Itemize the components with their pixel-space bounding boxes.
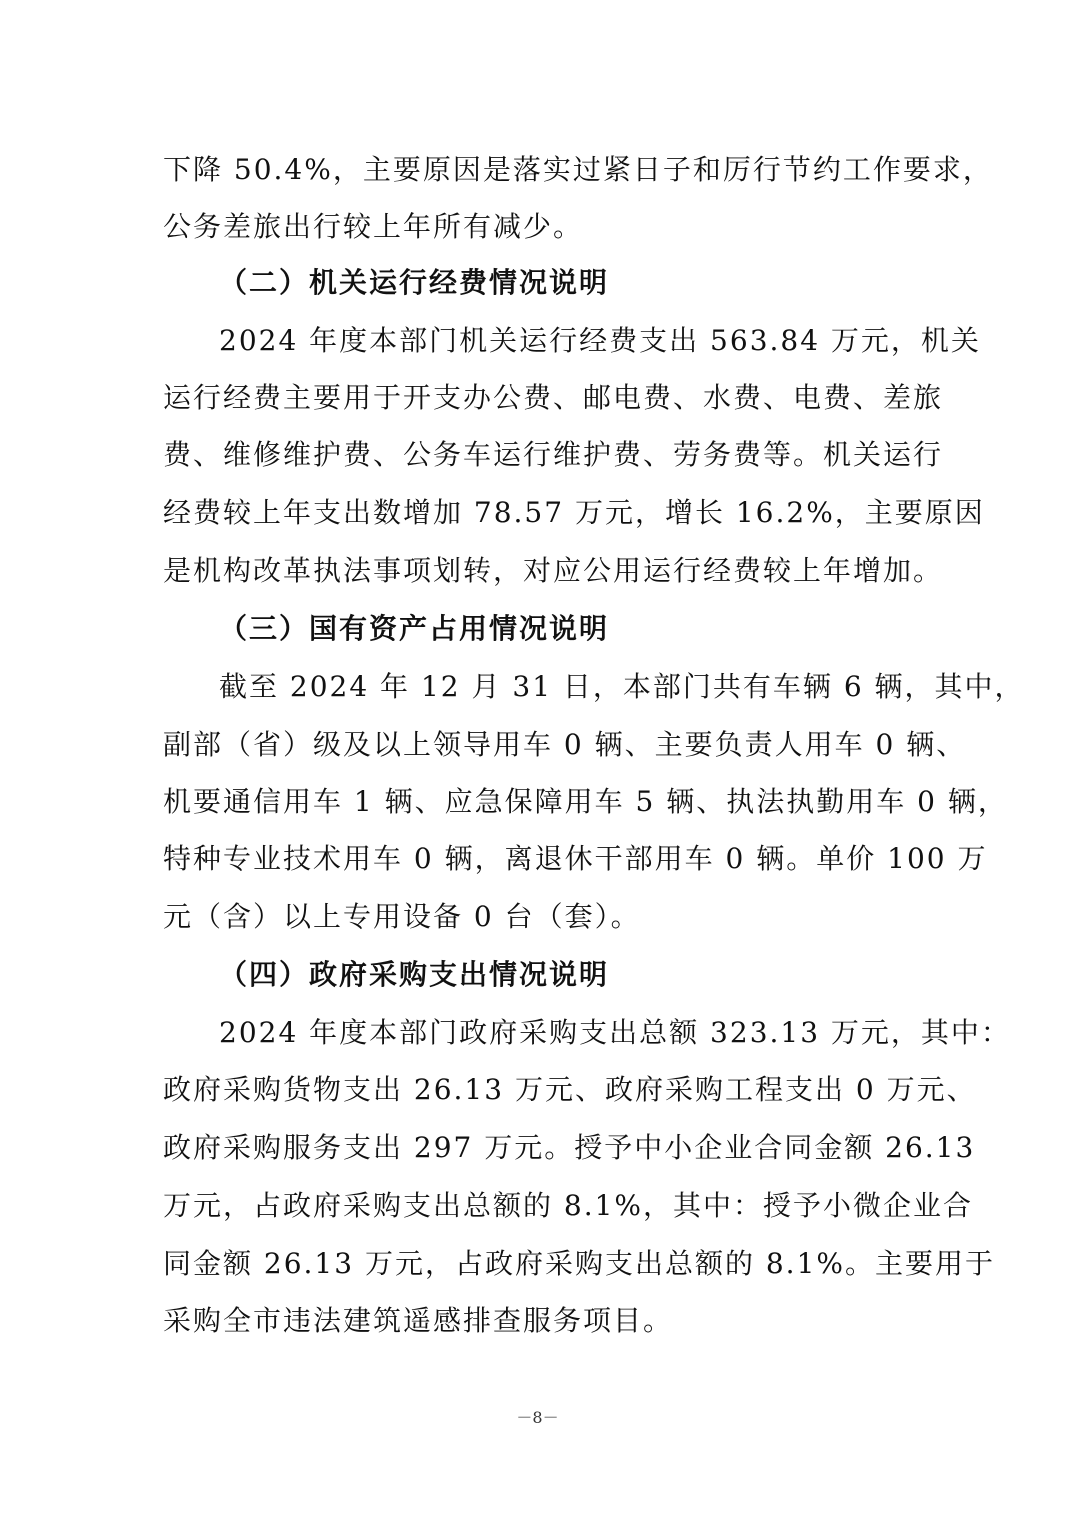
body-text-line: 2024 年度本部门政府采购支出总额 323.13 万元，其中： (219, 1016, 1011, 1049)
body-text-line: 2024 年度本部门机关运行经费支出 563.84 万元，机关 (219, 324, 981, 357)
body-text-line: 经费较上年支出数增加 78.57 万元，增长 16.2%，主要原因 (163, 496, 985, 529)
body-text-line: 政府采购服务支出 297 万元。授予中小企业合同金额 26.13 (163, 1131, 976, 1164)
body-text-line: 政府采购货物支出 26.13 万元、政府采购工程支出 0 万元、 (163, 1073, 977, 1106)
body-text-line: 机要通信用车 1 辆、应急保障用车 5 辆、执法执勤用车 0 辆， (163, 785, 1008, 818)
body-text-line: 副部（省）级及以上领导用车 0 辆、主要负责人用车 0 辆、 (163, 728, 967, 761)
section-heading-4: （四）政府采购支出情况说明 (219, 958, 610, 991)
body-text-line: 是机构改革执法事项划转，对应公用运行经费较上年增加。 (163, 554, 944, 587)
body-text-line: 公务差旅出行较上年所有减少。 (163, 210, 584, 243)
body-text-line: 同金额 26.13 万元，占政府采购支出总额的 8.1%。主要用于 (163, 1247, 995, 1280)
body-text-line: 下降 50.4%，主要原因是落实过紧日子和厉行节约工作要求， (163, 153, 993, 186)
body-text-line: 截至 2024 年 12 月 31 日，本部门共有车辆 6 辆，其中， (219, 670, 1025, 703)
body-text-line: 运行经费主要用于开支办公费、邮电费、水费、电费、差旅 (163, 381, 944, 414)
body-text-line: 万元，占政府采购支出总额的 8.1%，其中：授予小微企业合 (163, 1189, 974, 1222)
body-text-line: 特种专业技术用车 0 辆，离退休干部用车 0 辆。单价 100 万 (163, 842, 988, 875)
body-text-line: 采购全市违法建筑遥感排查服务项目。 (163, 1304, 674, 1337)
section-heading-3: （三）国有资产占用情况说明 (219, 612, 610, 645)
body-text-line: 元（含）以上专用设备 0 台（套）。 (163, 900, 641, 933)
page-number: －8－ (516, 1408, 559, 1427)
section-heading-2: （二）机关运行经费情况说明 (219, 266, 610, 299)
body-text-line: 费、维修维护费、公务车运行维护费、劳务费等。机关运行 (163, 438, 944, 471)
